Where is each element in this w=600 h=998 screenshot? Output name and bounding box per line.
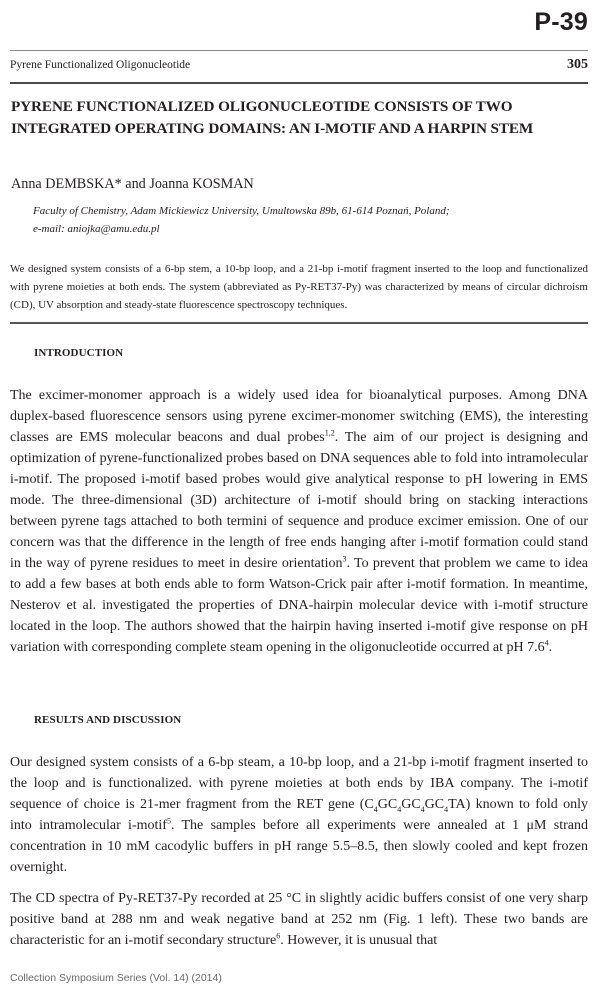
citation: 4 <box>544 638 549 648</box>
paper-title: PYRENE FUNCTIONALIZED OLIGONUCLEOTIDE CONSISTS OF TWO INTEGRATED OPERATING DOMAINS: AN I-MOTIF AND A HARPIN STEM <box>11 98 534 137</box>
affiliation <box>33 202 588 238</box>
page-number: 305 <box>567 57 588 72</box>
running-title: Pyrene Functionalized Oligonucleotide <box>10 59 191 71</box>
affiliation-address: Faculty of Chemistry, Adam Mickiewicz University, Umultowska 89b, 61-614 Poznań, Poland; <box>33 205 450 217</box>
header-rule <box>10 82 588 84</box>
section-heading-results: RESULTS AND DISCUSSION <box>34 714 182 726</box>
footer-series: Collection Symposium Series (Vol. 14) (2014) <box>10 972 222 984</box>
citation: 3 <box>342 554 347 564</box>
affiliation-email: e-mail: aniojka@amu.edu.pl <box>33 223 160 235</box>
top-rule <box>10 50 588 51</box>
poster-id: P-39 <box>534 8 588 36</box>
results-paragraph-2: The CD spectra of Py-RET37-Py recorded at 25 °C in slightly acidic buffers consist of one very sharp positive band at 288 nm and weak negative band at 252 nm (Fig. 1 left). These two bands are characteristic for an i-motif secondary structure$^6$. However, it is unusual that <box>10 891 588 948</box>
abstract: We designed system consists of a 6-bp stem, a 10-bp loop, and a 21-bp i-motif fragment inserted to the loop and functionalized with pyrene moieties at both ends. The system (abbreviated as Py-RET37-Py) was characterized by means of circular dichroism (CD), UV absorption and steady-state fluorescence spectroscopy techniques. <box>10 263 588 311</box>
citation: 5 <box>166 816 171 826</box>
citation: 1,2 <box>324 428 335 438</box>
results-paragraph-1: Our designed system consists of a 6-bp steam, a 10-bp loop, and a 21-bp i-motif fragment inserted to the loop and is functionalized. with pyrene moieties at both ends by IBA company. The i-motif sequence of choice is 21-mer fragment from the RET gene $(C_4GC_4GC_4GC_4TA)$ known to fold only into intramolecular i-motif$^5$. The samples before all experiments were annealed at 1 μM strand concentration in 10 mM cacodylic buffers in pH range 5.5–8.5, then slowly cooled and kept frozen overnight. <box>10 755 588 875</box>
authors: Anna DEMBSKA* and Joanna KOSMAN <box>11 176 254 192</box>
abstract-rule <box>10 322 588 324</box>
section-heading-introduction: INTRODUCTION <box>34 347 124 359</box>
running-header <box>10 57 588 73</box>
citation: 6 <box>276 931 281 941</box>
introduction-paragraph: The excimer-monomer approach is a widely used idea for bioanalytical purposes. Among DNA duplex-based fluorescence sensors using pyrene excimer-monomer switching (EMS), the interesting classes are EMS molecular beacons and dual probes$^{1,2}$. The aim of our project is designing and optimization of pyrene-functionalized probes based on DNA sequences able to fold into intramolecular i-motif. The proposed i-motif based probes would give analytical response to pH lowering in EMS mode. The three-dimensional (3D) architecture of i-motif should bring on stacking interactions between pyrene tags attached to both termini of sequence and produce excimer emission. One of our concern was that the difference in the length of free ends hanging after i-motif formation could stand in the way of pyrene residues to meet in desire orientation$^3$. To prevent that problem we came to idea to add a few bases at both ends able to form Watson-Crick pair after i-motif formation. In meantime, Nesterov et al. investigated the properties of DNA-hairpin molecular device with i-motif structure located in the loop. The authors showed that the hairpin having inserted i-motif give response on pH variation with corresponding complete steam opening in the oligonucleotide occurred at pH $7.6^4$. <box>10 388 588 655</box>
